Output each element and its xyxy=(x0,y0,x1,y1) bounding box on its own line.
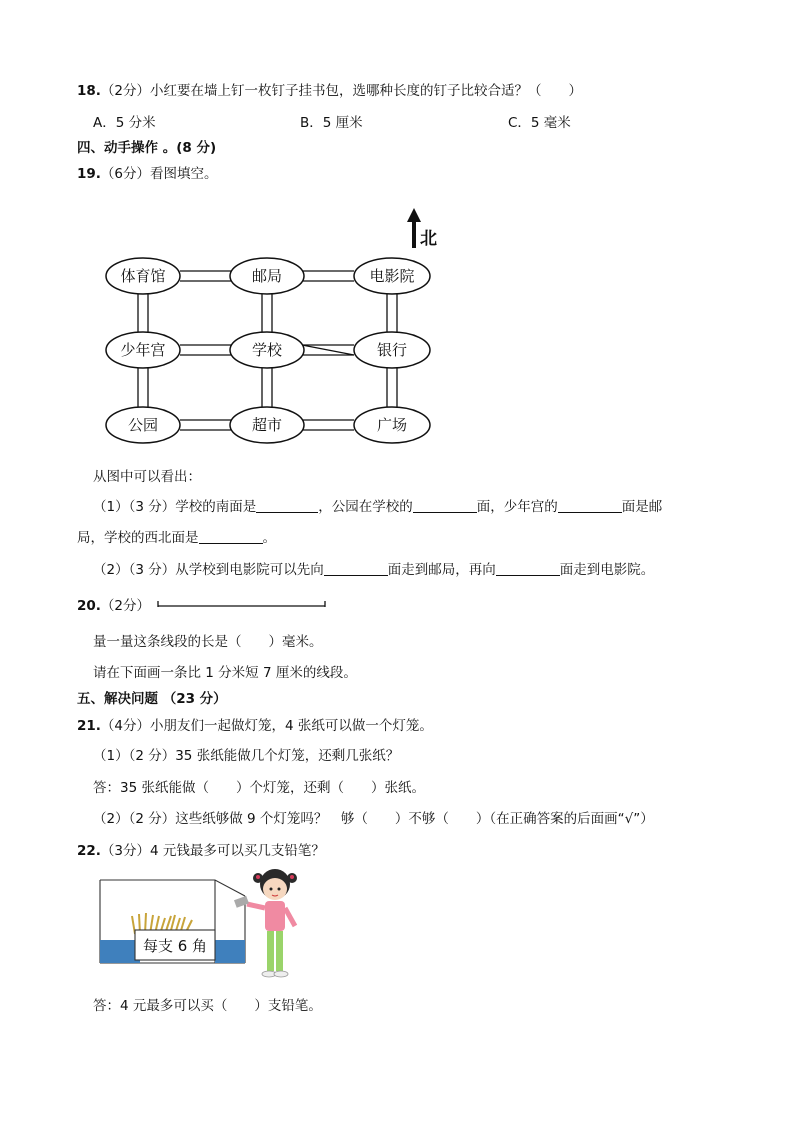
q21-part2: （2）（2 分）这些纸够做 9 个灯笼吗？ 够（ ）不够（ ）（在正确答案的后面画“√”） xyxy=(93,811,654,827)
place-shaoniangong: 少年宫 xyxy=(120,341,166,359)
q20-text: （2分） xyxy=(100,598,151,614)
q19-text: （6分）看图填空。 xyxy=(100,166,218,182)
q19-p1f: 。 xyxy=(262,530,276,546)
place-youju: 邮局 xyxy=(251,267,283,285)
q19-part1-line2 xyxy=(77,528,276,548)
north-label: 北 xyxy=(420,229,437,249)
q19-p2b: 面走到邮局，再向 xyxy=(387,562,496,578)
place-dianyingyuan: 电影院 xyxy=(369,267,415,285)
answer-blank[interactable] xyxy=(496,561,560,576)
q20-line2: 请在下面画一条比 1 分米短 7 厘米的线段。 xyxy=(93,665,357,681)
q20-line1: 量一量这条线段的长是（ ）毫米。 xyxy=(93,634,323,650)
q22-text: （3分）4 元钱最多可以买几支铅笔？ xyxy=(100,843,325,859)
place-xuexiao: 学校 xyxy=(251,341,283,359)
pencil-shop-illustration xyxy=(95,868,315,990)
q19-p2a: （2）（3 分）从学校到电影院可以先向 xyxy=(93,562,324,578)
section5-title: 五、解决问题 （23 分） xyxy=(77,691,227,707)
q21-number: 21. xyxy=(77,718,101,734)
q19-p1c: 面，少年宫的 xyxy=(476,499,558,515)
answer-blank[interactable] xyxy=(256,498,318,513)
answer-blank[interactable] xyxy=(324,561,388,576)
q18-number: 18. xyxy=(77,83,101,99)
q19-p2c: 面走到电影院。 xyxy=(559,562,655,578)
q19-part1-line1 xyxy=(93,497,662,517)
q20-number: 20. xyxy=(77,598,101,614)
q19-p1d: 面是邮 xyxy=(621,499,663,515)
q22-answer: 答：4 元最多可以买（ ）支铅笔。 xyxy=(93,998,322,1014)
map-diagram xyxy=(0,0,794,460)
q22-stem xyxy=(77,841,325,861)
q19-p1e: 局，学校的西北面是 xyxy=(77,530,199,546)
north-arrow-icon xyxy=(407,208,421,248)
place-tiyuguan: 体育馆 xyxy=(120,267,166,285)
answer-blank[interactable] xyxy=(558,498,622,513)
q18-option-b: B．5 厘米 xyxy=(300,115,363,131)
place-yinhang: 银行 xyxy=(376,341,408,359)
q21-text: （4分）小朋友们一起做灯笼，4 张纸可以做一个灯笼。 xyxy=(100,718,433,734)
q18-text: （2分）小红要在墙上钉一枚钉子挂书包，选哪种长度的钉子比较合适？（ ） xyxy=(100,83,583,99)
measure-segment xyxy=(155,598,330,612)
q21-part1: （1）（2 分）35 张纸能做几个灯笼，还剩几张纸？ xyxy=(93,748,400,764)
place-chaoshi: 超市 xyxy=(251,416,283,434)
q21-stem xyxy=(77,716,433,736)
answer-blank[interactable] xyxy=(413,498,477,513)
q20-stem xyxy=(77,596,150,616)
section4-title: 四、动手操作 。(8 分) xyxy=(77,140,217,156)
counter-base xyxy=(100,940,140,963)
counter-base xyxy=(215,940,245,963)
q21-answer: 答：35 张纸能做（ ）个灯笼，还剩（ ）张纸。 xyxy=(93,780,425,796)
place-guangchang: 广场 xyxy=(376,416,408,434)
q19-intro: 从图中可以看出： xyxy=(93,469,201,485)
q22-number: 22. xyxy=(77,843,101,859)
q19-p1b: ，公园在学校的 xyxy=(318,499,413,515)
answer-blank[interactable] xyxy=(199,529,263,544)
q19-p1a: （1）（3 分）学校的南面是 xyxy=(93,499,257,515)
q19-part2 xyxy=(93,560,654,580)
price-sign-text: 每支 6 角 xyxy=(142,937,208,955)
place-gongyuan: 公园 xyxy=(127,416,159,434)
q18-option-a: A．5 分米 xyxy=(93,115,156,131)
q19-number: 19. xyxy=(77,166,101,182)
q18-option-c: C．5 毫米 xyxy=(508,115,571,131)
